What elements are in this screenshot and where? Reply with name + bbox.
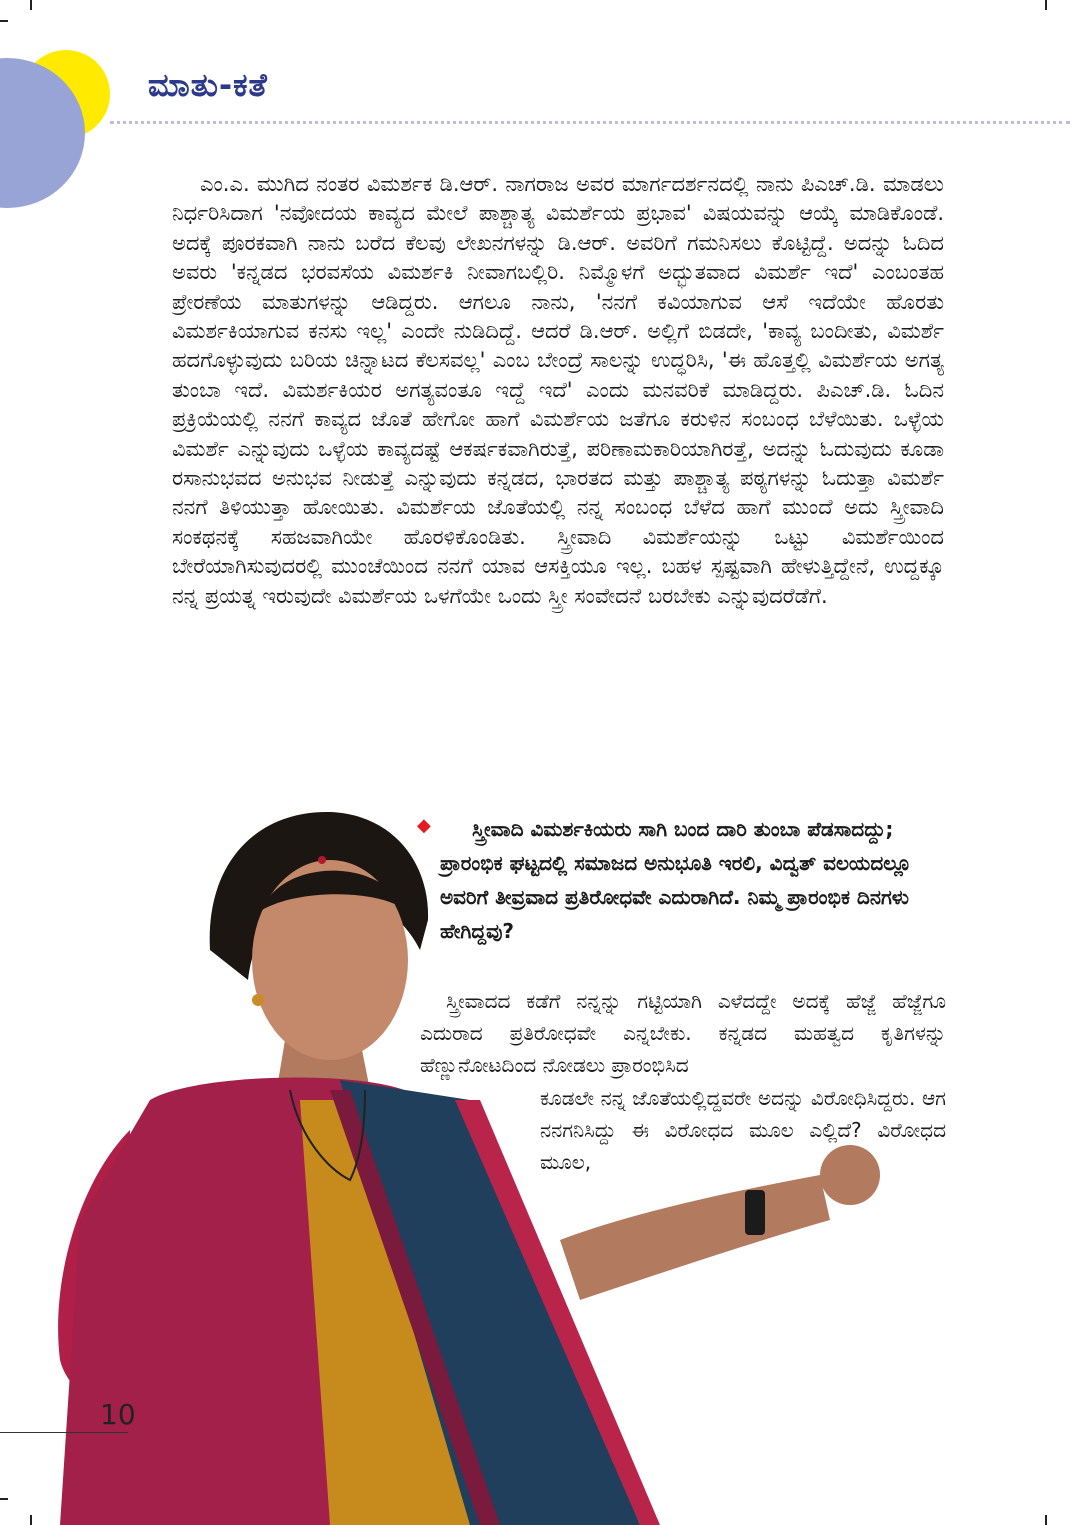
- crop-mark-top-left: [30, 0, 32, 10]
- crop-mark-top-right: [1045, 0, 1047, 10]
- interview-answer-part-1: ಸ್ತ್ರೀವಾದದ ಕಡೆಗೆ ನನ್ನನ್ನು ಗಟ್ಟಿಯಾಗಿ ಎಳೆದದ್ದೇ ಅದಕ್ಕೆ ಹೆಜ್ಜೆ ಹೆಜ್ಜೆಗೂ ಎದುರಾದ ಪ್ರತಿರೋಧವೇ ಎನ್ನಬೇಕು. ಕನ್ನಡದ ಮಹತ್ವದ ಕೃತಿಗಳನ್ನು ಹೆಣ್ಣುನೋಟದಿಂದ ನೋಡಲು ಪ್ರಾರಂಭಿಸಿದ: [420, 989, 946, 1077]
- footer-rule: [0, 1432, 128, 1433]
- main-paragraph: ಎಂ.ಎ. ಮುಗಿದ ನಂತರ ವಿಮರ್ಶಕ ಡಿ.ಆರ್. ನಾಗರಾಜ ಅವರ ಮಾರ್ಗದರ್ಶನದಲ್ಲಿ ನಾನು ಪಿಎಚ್.ಡಿ. ಮಾಡಲು ನಿರ್ಧರಿಸಿದಾಗ 'ನವೋದಯ ಕಾವ್ಯದ ಮೇಲೆ ಪಾಶ್ಚಾತ್ಯ ವಿಮರ್ಶೆಯ ಪ್ರಭಾವ' ವಿಷಯವನ್ನು ಆಯ್ಕೆ ಮಾಡಿಕೊಂಡೆ. ಅದಕ್ಕೆ ಪೂರಕವಾಗಿ ನಾನು ಬರೆದ ಕೆಲವು ಲೇಖನಗಳನ್ನು ಡಿ.ಆರ್. ಅವರಿಗೆ ಗಮನಿಸಲು ಕೊಟ್ಟಿದ್ದೆ. ಅದನ್ನು ಓದಿದ ಅವರು 'ಕನ್ನಡದ ಭರವಸೆಯ ವಿಮರ್ಶಕಿ ನೀವಾಗಬಲ್ಲಿರಿ. ನಿಮ್ಮೊಳಗೆ ಅದ್ಭುತವಾದ ವಿಮರ್ಶೆ ಇದೆ' ಎಂಬಂತಹ ಪ್ರೇರಣೆಯ ಮಾತುಗಳನ್ನು ಆಡಿದ್ದರು. ಆಗಲೂ ನಾನು, 'ನನಗೆ ಕವಿಯಾಗುವ ಆಸೆ ಇದೆಯೇ ಹೊರತು ವಿಮರ್ಶಕಿಯಾಗುವ ಕನಸು ಇಲ್ಲ' ಎಂದೇ ನುಡಿದಿದ್ದೆ. ಆದರೆ ಡಿ.ಆರ್. ಅಲ್ಲಿಗೆ ಬಿಡದೇ, 'ಕಾವ್ಯ ಬಂದೀತು, ವಿಮರ್ಶೆ ಹದಗೊಳ್ಳುವುದು ಬರಿಯ ಚಿನ್ನಾಟದ ಕೆಲಸವಲ್ಲ' ಎಂಬ ಬೇಂದ್ರೆ ಸಾಲನ್ನು ಉದ್ಧರಿಸಿ, 'ಈ ಹೊತ್ತಲ್ಲಿ ವಿಮರ್ಶೆಯ ಅಗತ್ಯ ತುಂಬಾ ಇದೆ. ವಿಮರ್ಶಕಿಯರ ಅಗತ್ಯವಂತೂ ಇದ್ದೆ ಇದೆ' ಎಂದು ಮನವರಿಕೆ ಮಾಡಿದ್ದರು. ಪಿಎಚ್.ಡಿ. ಓದಿನ ಪ್ರಕ್ರಿಯೆಯಲ್ಲಿ ನನಗೆ ಕಾವ್ಯದ ಜೊತೆ ಹೇಗೋ ಹಾಗೆ ವಿಮರ್ಶೆಯ ಜತೆಗೂ ಕರುಳಿನ ಸಂಬಂಧ ಬೆಳೆಯಿತು. ಒಳ್ಳೆಯ ವಿಮರ್ಶೆ ಎನ್ನುವುದು ಒಳ್ಳೆಯ ಕಾವ್ಯದಷ್ಟೆ ಆಕರ್ಷಕವಾಗಿರುತ್ತೆ, ಪರಿಣಾಮಕಾರಿಯಾಗಿರತ್ತೆ, ಅದನ್ನು ಓದುವುದು ಕೂಡಾ ರಸಾನುಭವದ ಅನುಭವ ನೀಡುತ್ತೆ ಎನ್ನುವುದು ಕನ್ನಡದ, ಭಾರತದ ಮತ್ತು ಪಾಶ್ಚಾತ್ಯ ಪಠ್ಯಗಳನ್ನು ಓದುತ್ತಾ ವಿಮರ್ಶೆ ನನಗೆ ತಿಳಿಯುತ್ತಾ ಹೋಯಿತು. ವಿಮರ್ಶೆಯ ಜೊತೆಯಲ್ಲಿ ನನ್ನ ಸಂಬಂಧ ಬೆಳೆದ ಹಾಗೆ ಮುಂದೆ ಅದು ಸ್ತ್ರೀವಾದಿ ಸಂಕಥನಕ್ಕೆ ಸಹಜವಾಗಿಯೇ ಹೊರಳಿಕೊಂಡಿತು. ಸ್ತ್ರೀವಾದಿ ವಿಮರ್ಶೆಯನ್ನು ಒಟ್ಟು ವಿಮರ್ಶೆಯಿಂದ ಬೇರೆಯಾಗಿಸುವುದರಲ್ಲಿ ಮುಂಚೆಯಿಂದ ನನಗೆ ಯಾವ ಆಸಕ್ತಿಯೂ ಇಲ್ಲ. ಬಹಳ ಸ್ಪಷ್ಟವಾಗಿ ಹೇಳುತ್ತಿದ್ದೇನೆ, ಉದ್ದಕ್ಕೂ ನನ್ನ ಪ್ರಯತ್ನ ಇರುವುದೇ ವಿಮರ್ಶೆಯ ಒಳಗೆಯೇ ಒಂದು ಸ್ತ್ರೀ ಸಂವೇದನೆ ಬರಬೇಕು ಎನ್ನುವುದರೆಡೆಗೆ.: [172, 172, 944, 608]
- page-number: 10: [100, 1398, 136, 1431]
- section-title: ಮಾತು-ಕತೆ: [148, 66, 268, 104]
- crop-mark-left-upper: [0, 20, 8, 22]
- interview-answer-part-2: ಕೂಡಲೇ ನನ್ನ ಜೊತೆಯಲ್ಲಿದ್ದವರೇ ಅದನ್ನು ವಿರೋಧಿಸಿದ್ದರು. ಆಗ ನನಗನಿಸಿದ್ದು ಈ ವಿರೋಧದ ಮೂಲ ಎಲ್ಲಿದೆ? ವಿರೋಧದ ಮೂಲ,: [540, 1086, 946, 1174]
- crop-mark-bottom-right: [1045, 1515, 1047, 1525]
- header-dotted-divider: [110, 121, 1070, 124]
- interview-question: ಸ್ತ್ರೀವಾದಿ ವಿಮರ್ಶಕಿಯರು ಸಾಗಿ ಬಂದ ದಾರಿ ತುಂಬಾ ಪೆಡಸಾದದ್ದು; ಪ್ರಾರಂಭಿಕ ಘಟ್ಟದಲ್ಲಿ ಸಮಾಜದ ಅನುಭೂತಿ ಇರಲಿ, ವಿದ್ವತ್ ವಲಯದಲ್ಲೂ ಅವರಿಗೆ ತೀವ್ರವಾದ ಪ್ರತಿರೋಧವೇ ಎದುರಾಗಿದೆ. ನಿಮ್ಮ ಪ್ರಾರಂಭಿಕ ದಿನಗಳು ಹೇಗಿದ್ದವು?: [440, 817, 912, 943]
- question-bullet-icon: ◆: [417, 815, 431, 836]
